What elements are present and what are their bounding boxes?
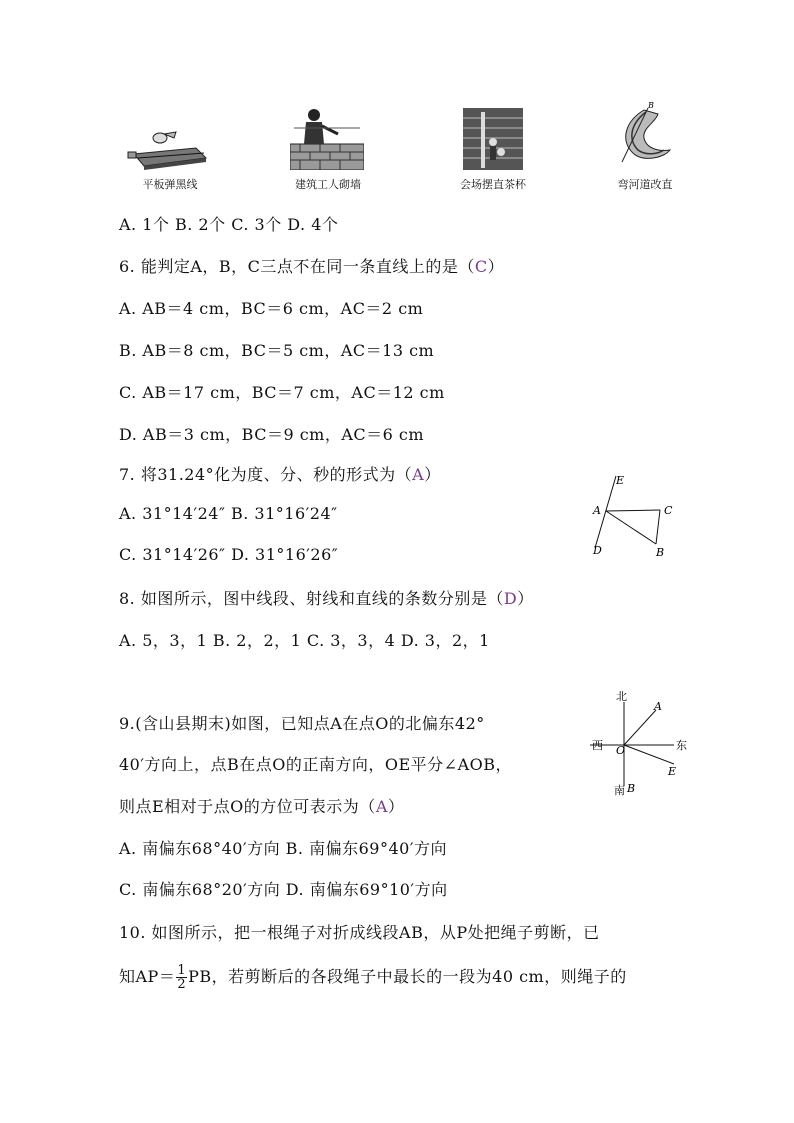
- q8-close: ）: [517, 589, 534, 608]
- q8-stem: [119, 586, 534, 609]
- q10-frac-den: 2: [177, 977, 187, 992]
- q9-options-row1: A. 南偏东68°40′方向 B. 南偏东69°40′方向: [119, 839, 447, 858]
- q9-label-west: 西: [592, 739, 603, 752]
- q9-line1: 9.(含山县期末)如图，已知点A在点O的北偏东42°: [119, 714, 485, 733]
- q7-answer: A: [412, 465, 425, 484]
- q7-close: ）: [424, 465, 441, 484]
- q9-label-e: E: [668, 765, 677, 778]
- q9-line3-text: 则点E相对于点O的方位可表示为（: [119, 797, 376, 816]
- q9-label-a: A: [654, 700, 662, 713]
- figure-chalk-line: [126, 128, 212, 170]
- q8-stem-text: 8. 如图所示，图中线段、射线和直线的条数分别是（: [119, 589, 504, 608]
- figure-caption: 弯河道改直: [617, 178, 673, 191]
- q8-answer: D: [503, 589, 518, 608]
- q8-label-c: C: [664, 504, 673, 517]
- q10-line2-post: PB，若剪断后的各段绳子中最长的一段为40 cm，则绳子的: [188, 967, 627, 986]
- q9-label-o: O: [616, 744, 626, 757]
- q9-label-east: 东: [676, 739, 687, 752]
- figure-caption: 平板弹黑线: [142, 178, 198, 191]
- q9-answer: A: [375, 797, 388, 816]
- q8-options: A. 5，3，1 B. 2，2，1 C. 3，3，4 D. 3，2，1: [119, 631, 490, 650]
- q9-compass-figure: [590, 688, 690, 798]
- q8-label-e: E: [616, 474, 625, 487]
- q10-fraction: [176, 964, 187, 991]
- q6-option-b: B. AB＝8 cm，BC＝5 cm，AC＝13 cm: [119, 341, 435, 360]
- q9-close: ）: [387, 797, 405, 816]
- q6-stem: [119, 254, 504, 277]
- q9-options-row2: C. 南偏东68°20′方向 D. 南偏东69°10′方向: [119, 880, 448, 899]
- q9-label-north: 北: [616, 690, 627, 703]
- q8-figure: [588, 470, 682, 562]
- figure-caption: 建筑工人砌墙: [295, 178, 361, 191]
- q7-stem: [119, 462, 441, 485]
- q9-label-south: 南: [614, 784, 625, 797]
- q7-stem-text: 7. 将31.24°化为度、分、秒的形式为（: [119, 465, 413, 484]
- q9-label-b: B: [627, 782, 636, 795]
- q10-line2: [119, 958, 627, 996]
- figure-teacups: [463, 108, 523, 170]
- q6-option-c: C. AB＝17 cm，BC＝7 cm，AC＝12 cm: [119, 383, 445, 402]
- q8-label-a: A: [593, 504, 601, 517]
- q6-stem-text: 6. 能判定A，B，C三点不在同一条直线上的是（: [119, 257, 475, 276]
- q5-options: A. 1个 B. 2个 C. 3个 D. 4个: [119, 215, 339, 234]
- q6-close: ）: [487, 257, 505, 276]
- svg-text:B: B: [648, 102, 654, 110]
- q9-line3: [119, 794, 404, 817]
- figure-caption: 会场摆直茶杯: [460, 178, 526, 191]
- q6-answer: C: [474, 257, 488, 276]
- q6-option-a: A. AB＝4 cm，BC＝6 cm，AC＝2 cm: [119, 299, 424, 318]
- q7-options-row2: C. 31°14′26″ D. 31°16′26″: [119, 545, 339, 564]
- figure-bricklayer: [290, 108, 364, 170]
- q10-frac-num: 1: [177, 963, 187, 978]
- q8-label-d: D: [593, 544, 602, 557]
- q10-line2-pre: 知AP＝: [119, 967, 176, 986]
- figure-river: [614, 102, 674, 170]
- q9-line2: 40′方向上，点B在点O的正南方向，OE平分∠AOB，: [119, 755, 513, 774]
- q6-option-d: D. AB＝3 cm，BC＝9 cm，AC＝6 cm: [119, 425, 425, 444]
- q10-line1: 10. 如图所示，把一根绳子对折成线段AB，从P处把绳子剪断，已: [119, 923, 600, 942]
- q7-options-row1: A. 31°14′24″ B. 31°16′24″: [119, 504, 338, 523]
- q8-label-b: B: [656, 546, 665, 559]
